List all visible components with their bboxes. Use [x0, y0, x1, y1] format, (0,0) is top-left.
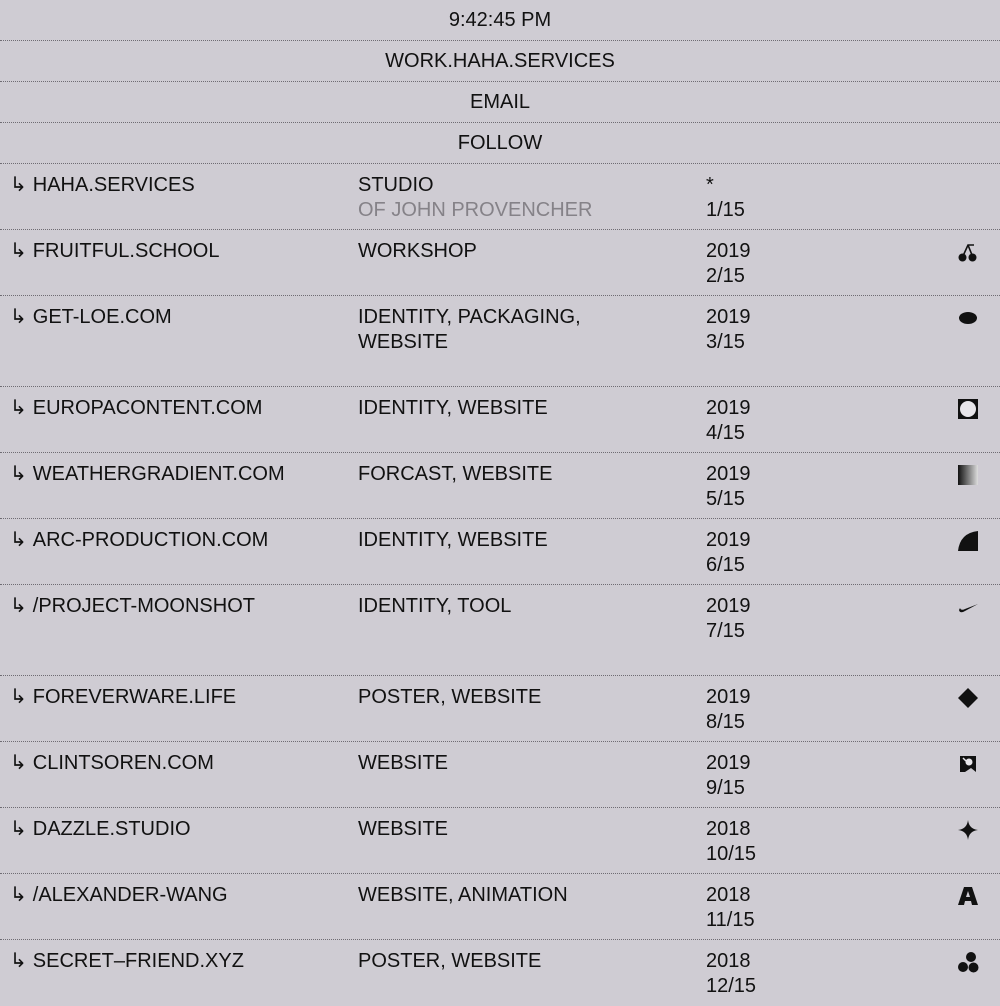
- arrow-icon: ↳: [10, 884, 27, 906]
- project-row[interactable]: [0, 519, 1000, 585]
- cherries-icon: [957, 241, 979, 263]
- project-index: 9/15: [706, 777, 745, 799]
- arrow-icon: ↳: [10, 686, 27, 708]
- project-index: 12/15: [706, 975, 757, 997]
- project-meta: [706, 949, 906, 999]
- sticker-icon: [957, 753, 979, 775]
- project-row[interactable]: [0, 230, 1000, 296]
- project-list: [0, 164, 1000, 1006]
- gradient-square-icon: [957, 464, 979, 486]
- project-year: 2019: [706, 240, 751, 262]
- project-meta: [706, 239, 906, 289]
- project-type: STUDIO OF JOHN PROVENCHER: [358, 173, 698, 223]
- project-row[interactable]: [0, 874, 1000, 940]
- oval-icon: [957, 307, 979, 329]
- project-name[interactable]: ↳ /PROJECT-MOONSHOT: [10, 595, 255, 617]
- project-meta: [706, 685, 906, 735]
- project-meta: [706, 396, 906, 446]
- arrow-icon: ↳: [10, 529, 27, 551]
- project-index: 11/15: [706, 909, 755, 931]
- circle-in-square-icon: [957, 398, 979, 420]
- project-meta: [706, 751, 906, 801]
- project-type: POSTER, WEBSITE: [358, 950, 542, 972]
- project-year: 2019: [706, 595, 751, 617]
- project-type: IDENTITY, TOOL: [358, 595, 512, 617]
- project-name[interactable]: ↳ FOREVERWARE.LIFE: [10, 686, 237, 708]
- arrow-icon: ↳: [10, 752, 27, 774]
- arrow-icon: ↳: [10, 950, 27, 972]
- project-name[interactable]: ↳ WEATHERGRADIENT.COM: [10, 463, 285, 485]
- project-index: 10/15: [706, 843, 757, 865]
- project-meta: [706, 305, 906, 355]
- project-year: 2018: [706, 884, 751, 906]
- project-row[interactable]: [0, 387, 1000, 453]
- site-header: [0, 0, 1000, 164]
- project-name[interactable]: ↳ DAZZLE.STUDIO: [10, 818, 191, 840]
- project-name[interactable]: ↳ /ALEXANDER-WANG: [10, 884, 228, 906]
- project-year: 2018: [706, 950, 751, 972]
- quarter-arc-icon: [957, 530, 979, 552]
- project-name[interactable]: ↳ GET-LOE.COM: [10, 306, 172, 328]
- project-type: IDENTITY, WEBSITE: [358, 397, 548, 419]
- arrow-icon: ↳: [10, 174, 27, 196]
- project-meta: [706, 528, 906, 578]
- project-index: 3/15: [706, 331, 745, 353]
- project-name[interactable]: ↳ CLINTSOREN.COM: [10, 752, 214, 774]
- project-type: WEBSITE: [358, 818, 449, 840]
- arrow-icon: ↳: [10, 240, 27, 262]
- project-row[interactable]: [0, 676, 1000, 742]
- project-type: WEBSITE: [358, 752, 449, 774]
- project-row[interactable]: [0, 940, 1000, 1006]
- follow-link-bar[interactable]: [0, 123, 1000, 164]
- arrow-icon: ↳: [10, 595, 27, 617]
- project-year: 2018: [706, 818, 751, 840]
- project-row[interactable]: [0, 296, 1000, 387]
- letter-a-icon: [957, 885, 979, 907]
- project-type: POSTER, WEBSITE: [358, 686, 542, 708]
- project-name[interactable]: ↳ HAHA.SERVICES: [10, 174, 195, 196]
- project-index: 5/15: [706, 488, 745, 510]
- project-year: 2019: [706, 463, 751, 485]
- arrow-icon: ↳: [10, 818, 27, 840]
- project-year: 2019: [706, 752, 751, 774]
- project-name[interactable]: ↳ FRUITFUL.SCHOOL: [10, 240, 220, 262]
- project-subtype: OF JOHN PROVENCHER: [358, 199, 593, 221]
- diamond-icon: [957, 687, 979, 709]
- project-year: 2019: [706, 397, 751, 419]
- project-year: 2019: [706, 686, 751, 708]
- project-year: *: [706, 174, 714, 196]
- arrow-icon: ↳: [10, 463, 27, 485]
- project-type: IDENTITY, WEBSITE: [358, 529, 548, 551]
- project-index: 2/15: [706, 265, 745, 287]
- project-name[interactable]: ↳ SECRET–FRIEND.XYZ: [10, 950, 244, 972]
- arrow-icon: ↳: [10, 397, 27, 419]
- project-year: 2019: [706, 529, 751, 551]
- project-index: 7/15: [706, 620, 745, 642]
- project-name[interactable]: ↳ ARC-PRODUCTION.COM: [10, 529, 269, 551]
- follow-link[interactable]: FOLLOW: [457, 132, 543, 154]
- project-row[interactable]: [0, 808, 1000, 874]
- project-meta: [706, 462, 906, 512]
- project-index: 6/15: [706, 554, 745, 576]
- project-index: 1/15: [706, 199, 745, 221]
- project-meta: [706, 173, 906, 223]
- project-row[interactable]: [0, 585, 1000, 676]
- email-link-bar[interactable]: [0, 82, 1000, 123]
- email-link[interactable]: EMAIL: [469, 91, 531, 113]
- site-link[interactable]: WORK.HAHA.SERVICES: [385, 50, 615, 72]
- project-meta: [706, 883, 906, 933]
- project-year: 2019: [706, 306, 751, 328]
- project-row[interactable]: [0, 164, 1000, 230]
- project-meta: [706, 817, 906, 867]
- sparkle-icon: [957, 819, 979, 841]
- three-dots-icon: [957, 951, 979, 973]
- project-type: IDENTITY, PACKAGING, WEBSITE: [358, 306, 581, 353]
- clock-bar: [0, 0, 1000, 41]
- arrow-icon: ↳: [10, 306, 27, 328]
- project-type: WEBSITE, ANIMATION: [358, 884, 568, 906]
- project-index: 4/15: [706, 422, 745, 444]
- project-row[interactable]: [0, 742, 1000, 808]
- clock-time: 9:42:45 PM: [448, 9, 552, 31]
- site-link-bar[interactable]: [0, 41, 1000, 82]
- project-row[interactable]: [0, 453, 1000, 519]
- project-name[interactable]: ↳ EUROPACONTENT.COM: [10, 397, 263, 419]
- project-type: FORCAST, WEBSITE: [358, 463, 553, 485]
- project-index: 8/15: [706, 711, 745, 733]
- project-type: WORKSHOP: [358, 240, 477, 262]
- project-meta: [706, 594, 906, 644]
- swoosh-icon: [957, 596, 979, 618]
